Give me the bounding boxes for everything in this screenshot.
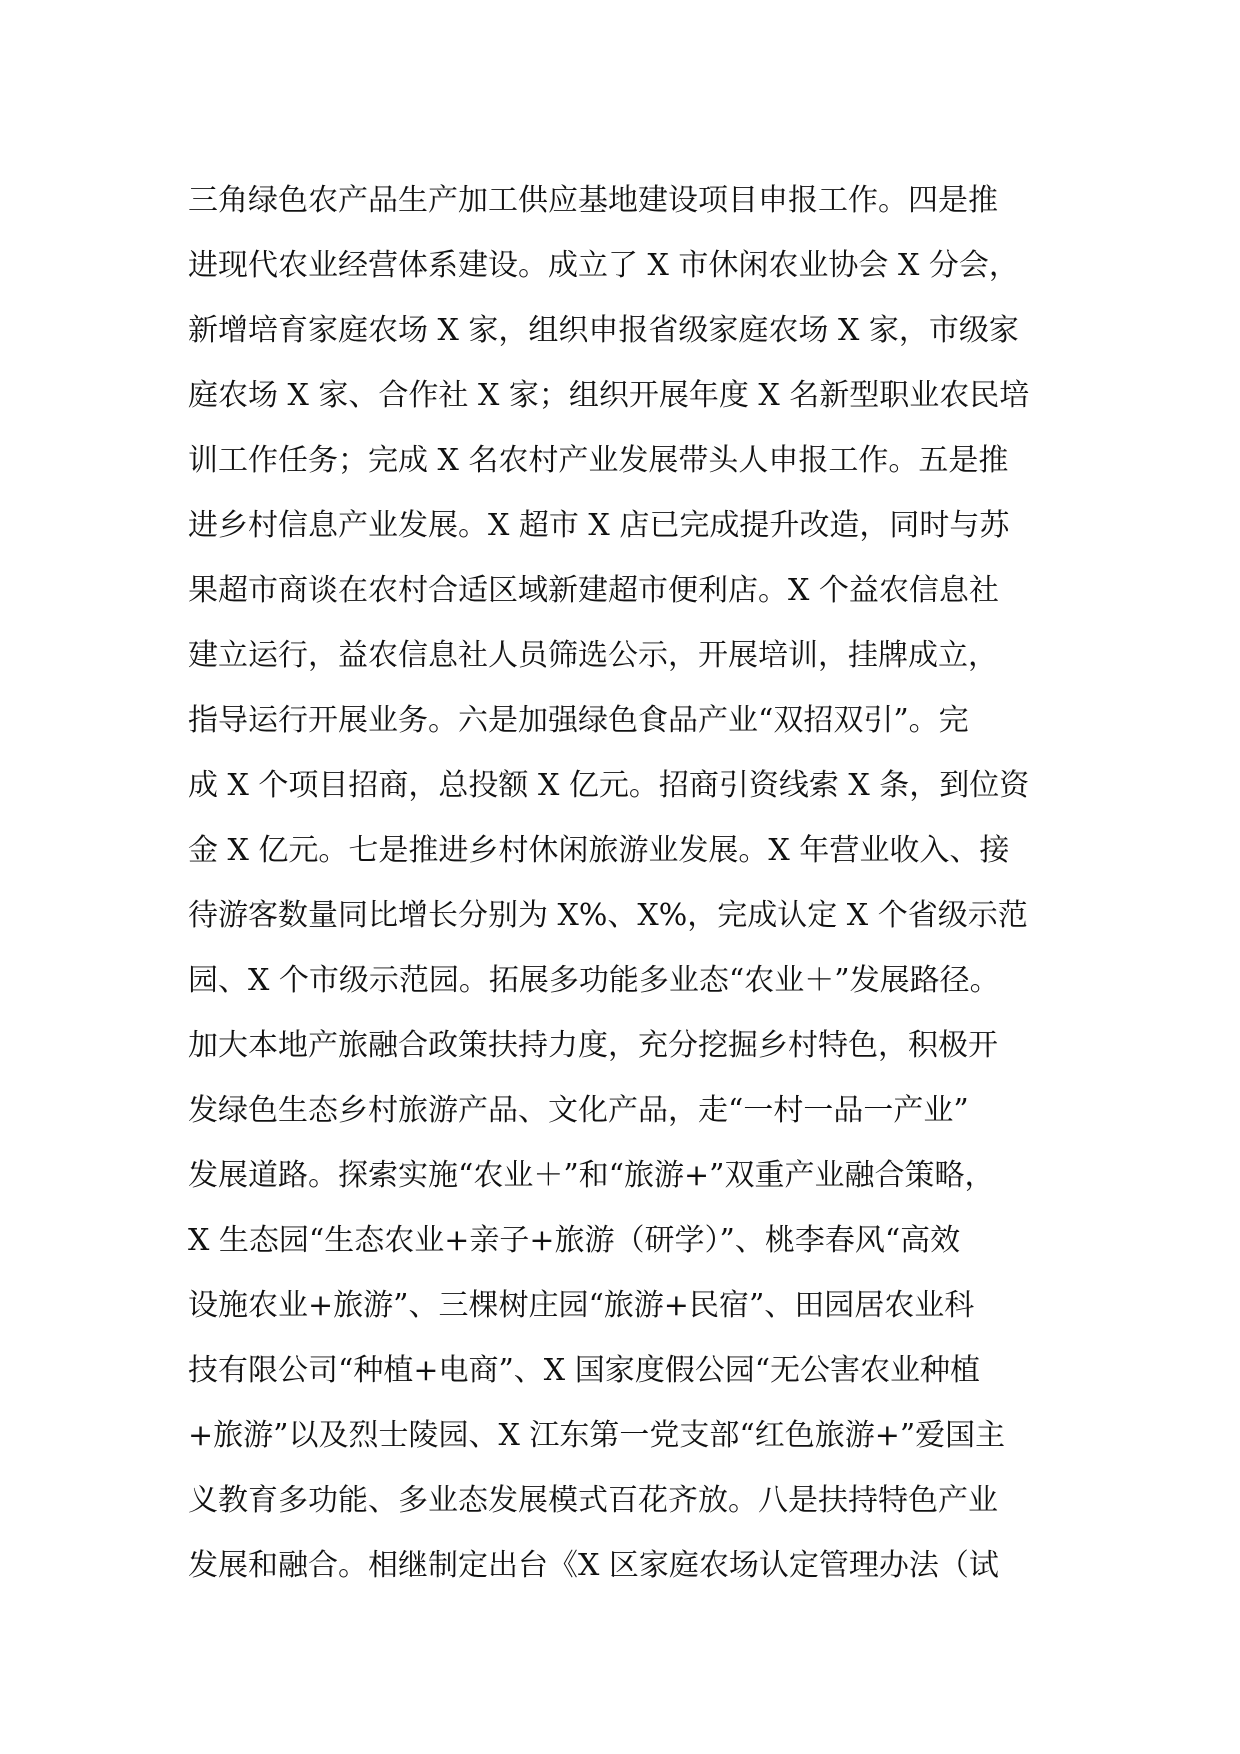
- text-line: X 生态园“生态农业+亲子+旅游（研学）”、桃李春风“高效: [188, 1223, 961, 1258]
- text-line: 园、X 个市级示范园。拓展多功能多业态“农业＋”发展路径。: [188, 963, 1000, 998]
- text-line: 果超市商谈在农村合适区域新建超市便利店。X 个益农信息社: [188, 573, 999, 608]
- text-line: 加大本地产旅融合政策扶持力度，充分挖掘乡村特色，积极开: [188, 1028, 998, 1063]
- text-line: 指导运行开展业务。六是加强绿色食品产业“双招双引”。完: [188, 703, 969, 738]
- text-line: 进现代农业经营体系建设。成立了 X 市休闲农业协会 X 分会，: [188, 248, 1019, 283]
- text-line: 发绿色生态乡村旅游产品、文化产品，走“一村一品一产业”: [188, 1093, 969, 1128]
- text-line: 技有限公司“种植+电商”、X 国家度假公园“无公害农业种植: [188, 1353, 981, 1388]
- text-line: 成 X 个项目招商，总投额 X 亿元。招商引资线索 X 条，到位资: [188, 768, 1030, 803]
- text-line: 三角绿色农产品生产加工供应基地建设项目申报工作。四是推: [188, 183, 998, 218]
- text-line: 义教育多功能、多业态发展模式百花齐放。八是扶持特色产业: [188, 1483, 998, 1518]
- text-line: +旅游”以及烈士陵园、X 江东第一党支部“红色旅游+”爱国主: [188, 1418, 1006, 1453]
- text-line: 新增培育家庭农场 X 家，组织申报省级家庭农场 X 家，市级家: [188, 313, 1019, 348]
- text-line: 建立运行，益农信息社人员筛选公示，开展培训，挂牌成立，: [188, 638, 998, 673]
- body-text: [188, 168, 1088, 1598]
- text-line: 待游客数量同比增长分别为 X%、X%，完成认定 X 个省级示范: [188, 898, 1028, 933]
- text-line: 庭农场 X 家、合作社 X 家；组织开展年度 X 名新型职业农民培: [188, 378, 1030, 413]
- text-line: 进乡村信息产业发展。X 超市 X 店已完成提升改造，同时与苏: [188, 508, 1010, 543]
- text-line: 发展道路。探索实施“农业＋”和“旅游+”双重产业融合策略，: [188, 1158, 995, 1193]
- text-line: 金 X 亿元。七是推进乡村休闲旅游业发展。X 年营业收入、接: [188, 833, 1010, 868]
- text-line: 训工作任务；完成 X 名农村产业发展带头人申报工作。五是推: [188, 443, 1009, 478]
- text-line: 设施农业+旅游”、三棵树庄园“旅游+民宿”、田园居农业科: [188, 1288, 975, 1323]
- text-line: 发展和融合。相继制定出台《X 区家庭农场认定管理办法（试: [188, 1548, 999, 1583]
